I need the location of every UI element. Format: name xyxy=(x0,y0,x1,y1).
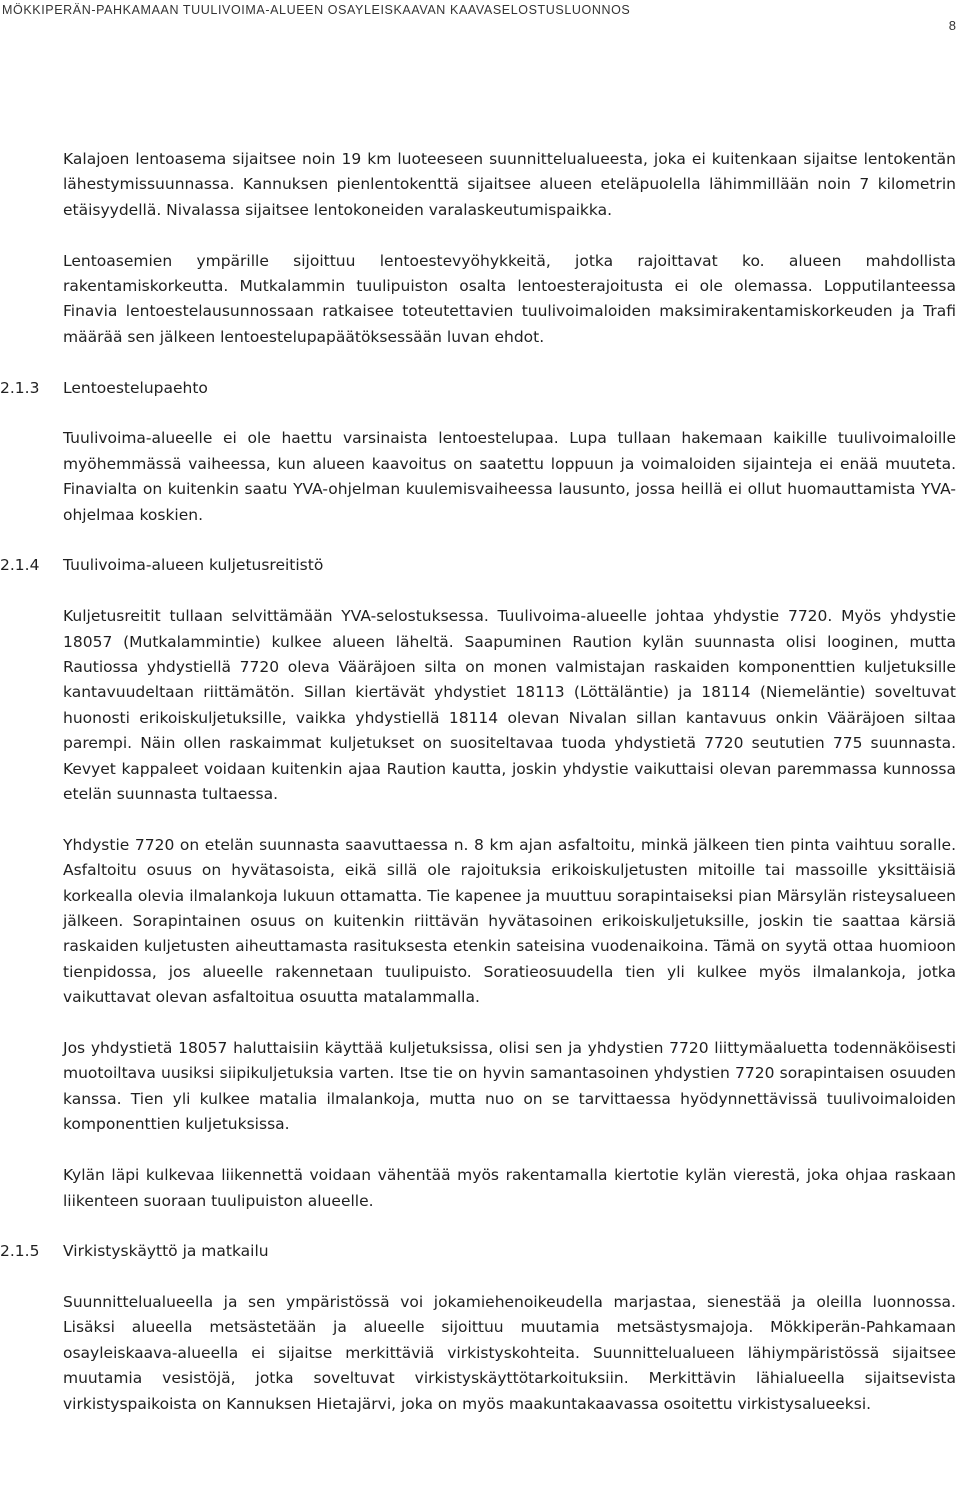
page-number: 8 xyxy=(948,18,956,33)
section-heading-2-1-3 xyxy=(0,376,960,401)
paragraph-permit: Tuulivoima-alueelle ei ole haettu varsinaista lentoestelupaa. Lupa tullaan hakemaan kaikille tuulivoimaloille myöhemmässä vaiheessa, kun alueen kaavoitus on saatettu loppuun ja voimaloiden sijainteja ei enää muuteta. Finavialta on kuitenkin saatu YVA-ohjelman kuulemisvaiheessa lausunto, jossa heillä ei ollut huomauttamista YVA-ohjelmaa koskien. xyxy=(63,429,956,524)
page-body xyxy=(0,147,960,1417)
section-number: 2.1.4 xyxy=(0,556,40,575)
section-number: 2.1.3 xyxy=(0,378,40,397)
section-title: Virkistyskäyttö ja matkailu xyxy=(63,1242,269,1261)
section-number: 2.1.5 xyxy=(0,1242,40,1261)
paragraph-recreation: Suunnittelualueella ja sen ympäristössä voi jokamiehenoikeudella marjastaa, sienestää ja oleilla luonnossa. Lisäksi alueella metsästetään ja alueelle sijoittuu muutamia metsästysmajoja. Mökkiperän-Pahkamaan osayleiskaava-alueella ei sijaitse merkittäviä virkistyskohteita. Suunnittelualueen lähiympäristössä sijaitsee muutamia vesistöjä, jotka soveltuvat virkistyskäyttötarkoituksiin. Merkittävin lähialueella sijaitsevista virkistyspaikoista on Kannuksen Hietajärvi, joka on myös maakuntakaavassa osoitettu virkistysalueeksi. xyxy=(63,1293,956,1413)
paragraph-transport-routes: Kuljetusreitit tullaan selvittämään YVA-selostuksessa. Tuulivoima-alueelle johtaa yhdystie 7720. Myös yhdystie 18057 (Mutkalammintie) kulkee alueen läheltä. Saapuminen Raution kylän suunnasta olisi looginen, mutta Rautiossa yhdystiellä 7720 oleva Vääräjoen silta on monen valmistajan raskaiden komponenttien kuljetuksille kantavuudeltaan riittämätön. Sillan kiertävät yhdystiet 18113 (Löttäläntie) ja 18114 (Niemeläntie) soveltuvat huonosti erikoiskuljetuksille, vaikka yhdystiellä 18114 olevan Nivalan sillan kantavuus onkin Vääräjoen siltaa parempi. Näin ollen raskaimmat kuljetukset on suositeltavaa tuoda yhdystietä 7720 seututien 775 suunnasta. Kevyet kappaleet voidaan kuitenkin ajaa Raution kautta, joskin yhdystie vaikuttaisi olevan paremmassa kunnossa etelän suunnasta tultaessa. xyxy=(63,607,956,804)
paragraph-road-7720: Yhdystie 7720 on etelän suunnasta saavuttaessa n. 8 km ajan asfaltoitu, minkä jälkeen tien pinta vaihtuu soralle. Asfaltoitu osuus on hyvätasoista, eikä sillä ole rajoituksia erikoiskuljetusten mitoille tai massoille yksittäisiä korkealla olevia ilmalankoja lukuun ottamatta. Tie kapenee ja muuttuu sorapintaiseksi pian Märsylän risteysalueen jälkeen. Sorapintainen osuus on kuitenkin riittävän hyvätasoinen erikoiskuljetuksille, joskin tie saattaa kärsiä raskaiden kuljetusten aiheuttamasta rasituksesta etenkin sateisina vuodenaikoina. Tämä on syytä ottaa huomioon tienpidossa, jos alueelle rakennetaan tuulipuisto. Soratieosuudella tien yli kulkee myös ilmalankoja, jotka vaikuttavat olevan asfaltoitua osuutta matalammalla. xyxy=(63,835,956,1007)
running-header: MÖKKIPERÄN-PAHKAMAAN TUULIVOIMA-ALUEEN OSAYLEISKAAVAN KAAVASELOSTUSLUONNOS xyxy=(2,3,631,17)
paragraph-obstacle-zones: Lentoasemien ympärille sijoittuu lentoestevyöhykkeitä, jotka rajoittavat ko. alueen mahdollista rakentamiskorkeutta. Mutkalammin tuulipuiston osalta lentoesterajoitusta ei ole olemassa. Lopputilanteessa Finavia lentoestelausunnossaan ratkaisee toteutettavien tuulivoimaloiden maksimirakentamiskorkeuden ja Trafi määrää sen jälkeen lentoestelupapäätöksessään luvan ehdot. xyxy=(63,251,956,346)
paragraph-bypass: Kylän läpi kulkevaa liikennettä voidaan vähentää myös rakentamalla kiertotie kylän vierestä, joka ohjaa raskaan liikenteen suoraan tuulipuiston alueelle. xyxy=(63,1166,956,1210)
section-heading-2-1-4 xyxy=(0,553,960,578)
section-title: Lentoestelupaehto xyxy=(63,378,208,397)
paragraph-road-18057: Jos yhdystietä 18057 haluttaisiin käyttää kuljetuksissa, olisi sen ja yhdystien 7720 liittymäaluetta todennäköisesti muotoiltava uusiksi siipikuljetuksia varten. Itse tie on hyvin samantasoinen yhdystien 7720 sorapintaisen osuuden kanssa. Tien yli kulkee matalia ilmalankoja, mutta nuo on se tarvittaessa hyödynnettävissä tuulivoimaloiden komponenttien kuljetuksissa. xyxy=(63,1039,956,1134)
section-title: Tuulivoima-alueen kuljetusreitistö xyxy=(63,556,324,575)
section-heading-2-1-5 xyxy=(0,1239,960,1264)
paragraph-airports: Kalajoen lentoasema sijaitsee noin 19 km luoteeseen suunnittelualueesta, joka ei kuitenkaan sijaitse lentokentän lähestymissuunnassa. Kannuksen pienlentokenttä sijaitsee alueen eteläpuolella lähimmillään noin 7 kilometrin etäisyydellä. Nivalassa sijaitsee lentokoneiden varalaskeutumispaikka. xyxy=(63,150,956,219)
